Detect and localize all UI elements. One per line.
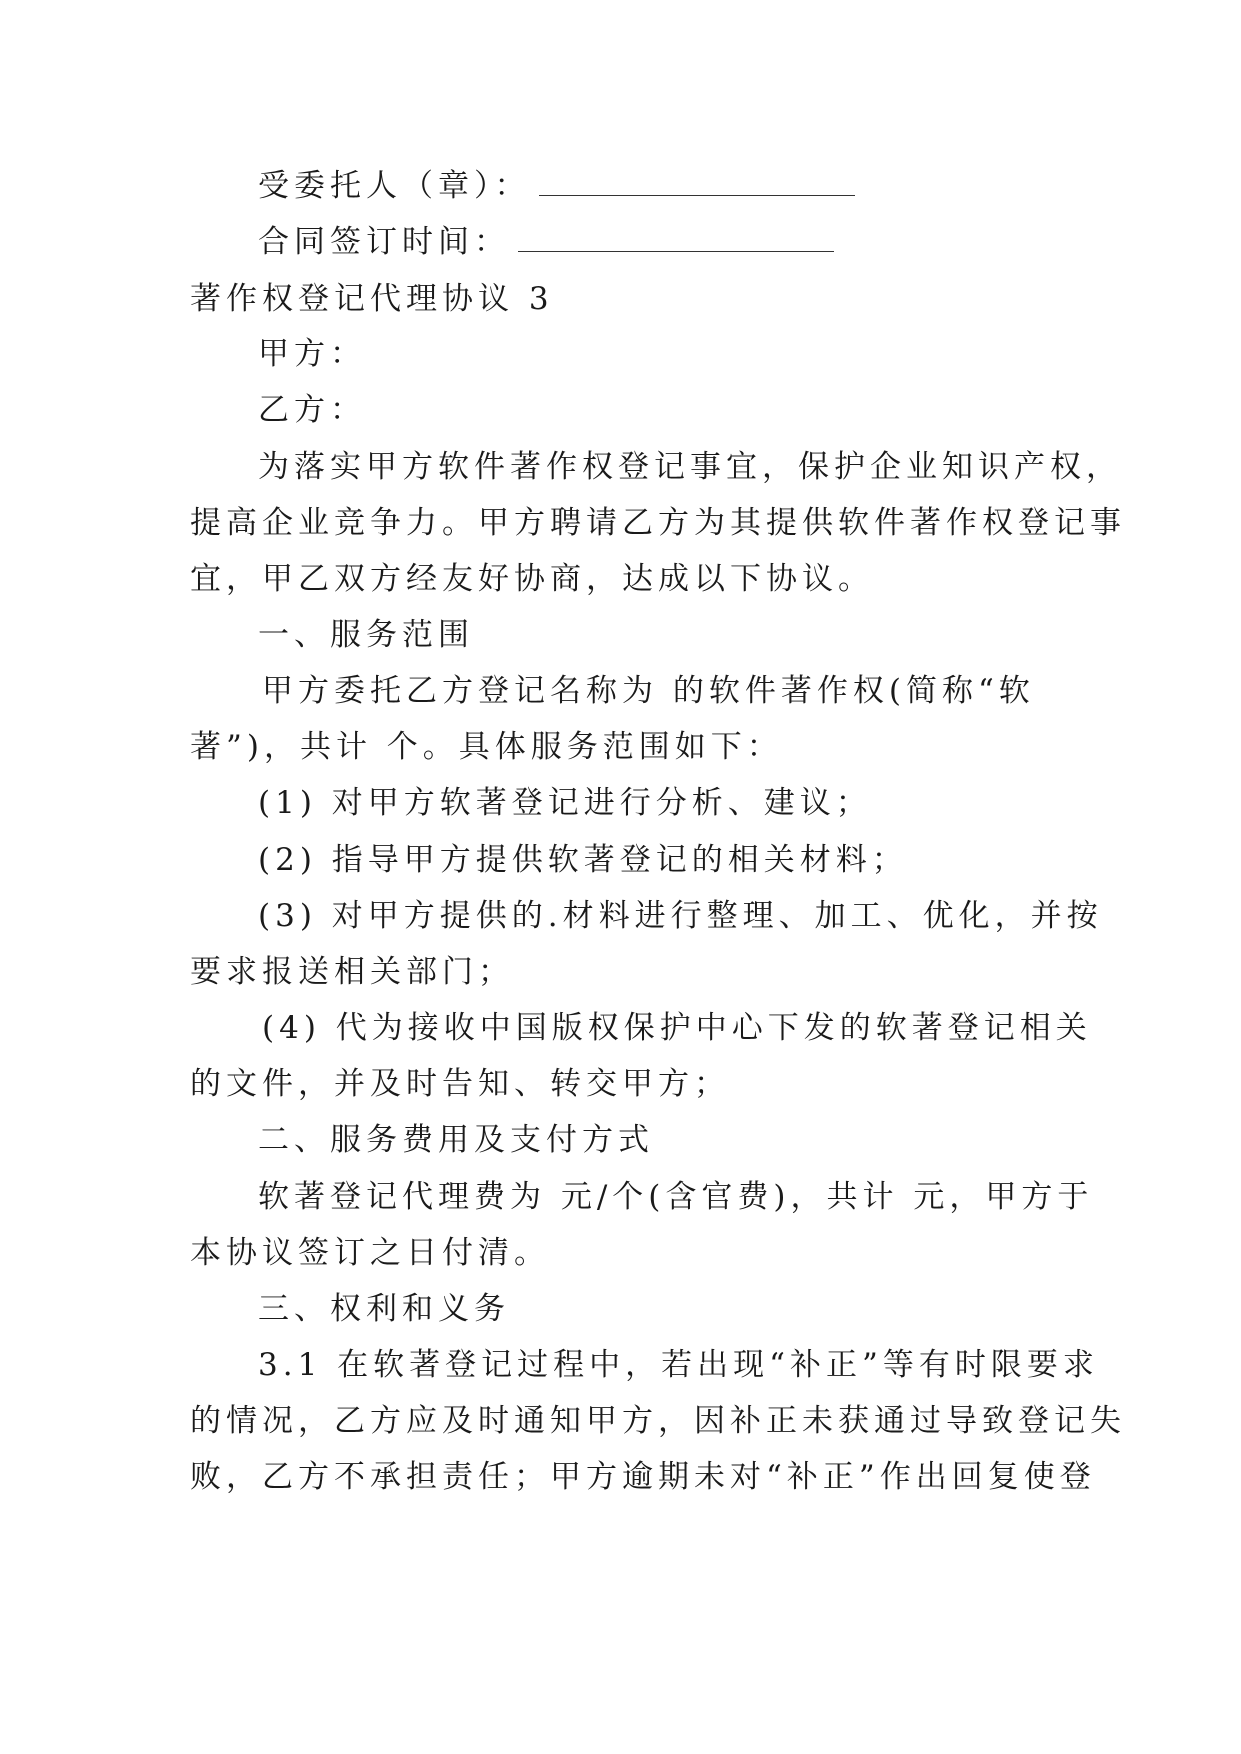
- paragraph-line: 著”)，共计 个。具体服务范围如下：: [190, 729, 783, 765]
- paragraph-line: 3.1 在软著登记过程中，若出现“补正”等有时限要求: [258, 1347, 1099, 1383]
- list-item-continuation: 要求报送相关部门；: [190, 954, 514, 990]
- signing-time-line: [258, 222, 1070, 262]
- party-a: 甲方：: [258, 336, 366, 372]
- trustee-signature-line: [258, 166, 1070, 206]
- party-b: 乙方：: [258, 392, 366, 428]
- intro-line: 提高企业竞争力。甲方聘请乙方为其提供软件著作权登记事: [190, 505, 1126, 541]
- paragraph-line: 甲方委托乙方登记名称为 的软件著作权(简称“软: [262, 673, 1035, 709]
- agreement-title: 著作权登记代理协议 3: [190, 281, 554, 317]
- intro-line: 宜，甲乙双方经友好协商，达成以下协议。: [190, 561, 874, 597]
- list-item: (1) 对甲方软著登记进行分析、建议；: [258, 785, 872, 821]
- paragraph-line: 败，乙方不承担责任；甲方逾期未对“补正”作出回复使登: [190, 1459, 1096, 1495]
- list-item: (2) 指导甲方提供软著登记的相关材料；: [258, 842, 908, 878]
- section-heading: 一、服务范围: [258, 617, 474, 653]
- list-item-continuation: 的文件，并及时告知、转交甲方；: [190, 1066, 730, 1102]
- paragraph-line: 软著登记代理费为 元/个(含官费)，共计 元，甲方于: [258, 1179, 1094, 1215]
- list-item: (4) 代为接收中国版权保护中心下发的软著登记相关: [262, 1010, 1092, 1046]
- paragraph-line: 的情况，乙方应及时通知甲方，因补正未获通过导致登记失: [190, 1403, 1126, 1439]
- signing-time-label: 合同签订时间：: [258, 224, 510, 260]
- trustee-blank: [539, 169, 855, 196]
- list-item: (3) 对甲方提供的.材料进行整理、加工、优化，并按: [258, 898, 1103, 934]
- trustee-label: 受委托人（章）：: [258, 168, 531, 204]
- paragraph-line: 本协议签订之日付清。: [190, 1235, 550, 1271]
- section-heading: 二、服务费用及支付方式: [258, 1122, 654, 1158]
- intro-line: 为落实甲方软件著作权登记事宜，保护企业知识产权，: [258, 449, 1122, 485]
- signing-time-blank: [518, 225, 834, 252]
- section-heading: 三、权利和义务: [258, 1291, 510, 1327]
